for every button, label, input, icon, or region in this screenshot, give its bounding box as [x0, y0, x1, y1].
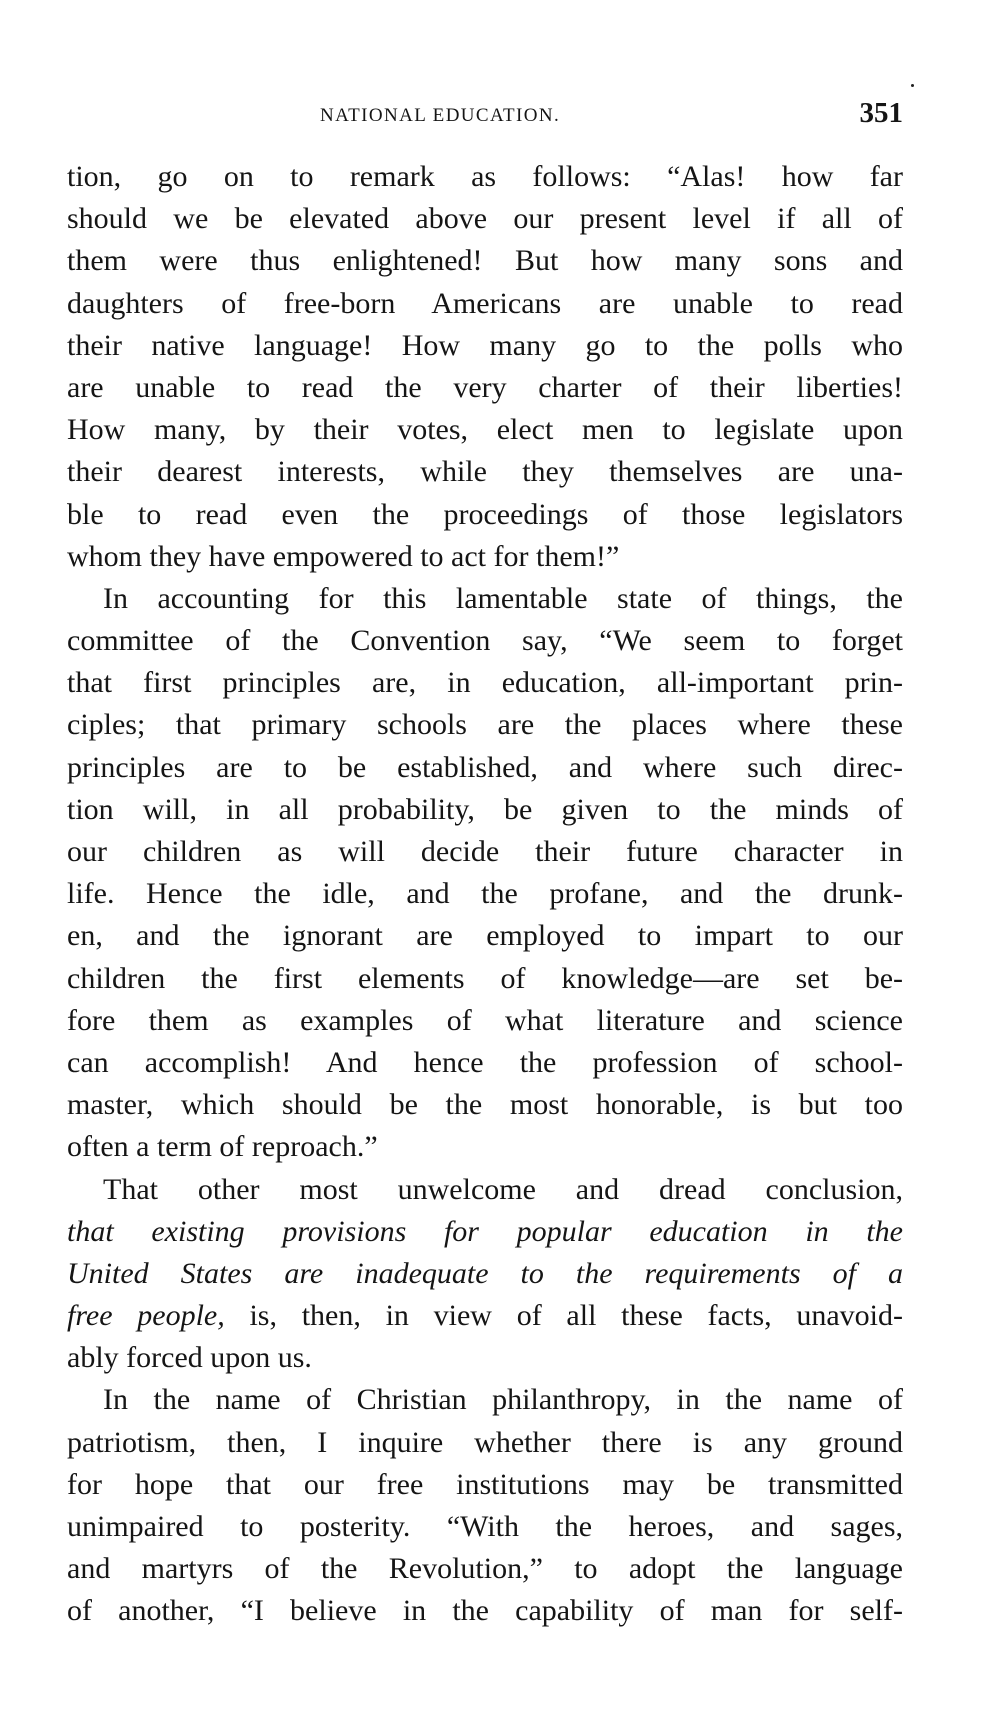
text-line-25: That other most unwelcome and dread conclusion,: [103, 1172, 903, 1206]
body-text: [67, 156, 903, 1633]
text-line-28: [67, 1295, 903, 1337]
text-line-8: their dearest interests, while they themselves are una-: [67, 455, 903, 489]
text-line-23: master, which should be the most honorable, is but too: [67, 1088, 903, 1122]
text-line-26: that existing provisions for popular education in the: [67, 1214, 903, 1248]
text-line-10: whom they have empowered to act for them!”: [67, 539, 620, 573]
text-line-3: them were thus enlightened! But how many sons and: [67, 244, 903, 278]
text-line-16: tion will, in all probability, be given to the minds of: [67, 792, 903, 826]
italic-phrase: free people,: [67, 1299, 225, 1333]
text-line-17: our children as will decide their future character in: [67, 835, 903, 868]
running-head: [67, 97, 903, 137]
page-number: 351: [859, 97, 903, 129]
text-line-34: and martyrs of the Revolution,” to adopt the language: [67, 1552, 903, 1586]
text-line-14: ciples; that primary schools are the places where these: [67, 708, 903, 742]
text-line-15: principles are to be established, and where such direc-: [67, 750, 903, 784]
text-line-28-rest: is, then, in view of all these facts, unavoid-: [224, 1299, 903, 1333]
text-line-2: should we be elevated above our present level if all of: [67, 202, 903, 236]
ink-speck: [911, 84, 914, 87]
text-line-24: often a term of reproach.”: [67, 1130, 378, 1164]
text-line-19: en, and the ignorant are employed to impart to our: [67, 919, 903, 953]
text-line-5: their native language! How many go to the polls who: [67, 328, 903, 362]
text-line-35: of another, “I believe in the capability of man for self-: [67, 1594, 903, 1628]
text-line-21: fore them as examples of what literature and science: [67, 1003, 903, 1037]
text-line-4: daughters of free-born Americans are unable to read: [67, 286, 903, 320]
text-line-6: are unable to read the very charter of their liberties!: [67, 370, 903, 404]
text-line-27: United States are inadequate to the requirements of a: [67, 1256, 903, 1290]
text-line-29: ably forced upon us.: [67, 1341, 312, 1375]
text-line-1: tion, go on to remark as follows: “Alas! how far: [67, 160, 903, 193]
text-line-11: In accounting for this lamentable state of things, the: [103, 581, 903, 615]
text-line-32: for hope that our free institutions may be transmitted: [67, 1467, 903, 1501]
text-line-13: that first principles are, in education, all-important prin-: [67, 666, 903, 700]
text-line-18: life. Hence the idle, and the profane, and the drunk-: [67, 877, 903, 911]
text-line-22: can accomplish! And hence the profession of school-: [67, 1045, 903, 1079]
text-line-33: unimpaired to posterity. “With the heroes, and sages,: [67, 1510, 903, 1543]
running-title: NATIONAL EDUCATION.: [320, 105, 561, 126]
text-line-12: committee of the Convention say, “We seem to forget: [67, 624, 903, 658]
text-line-7: How many, by their votes, elect men to legislate upon: [67, 413, 903, 447]
text-line-30: In the name of Christian philanthropy, in the name of: [103, 1383, 903, 1417]
text-line-31: patriotism, then, I inquire whether there is any ground: [67, 1425, 903, 1459]
text-line-9: ble to read even the proceedings of those legislators: [67, 497, 903, 531]
text-line-20: children the first elements of knowledge—are set be-: [67, 961, 903, 995]
